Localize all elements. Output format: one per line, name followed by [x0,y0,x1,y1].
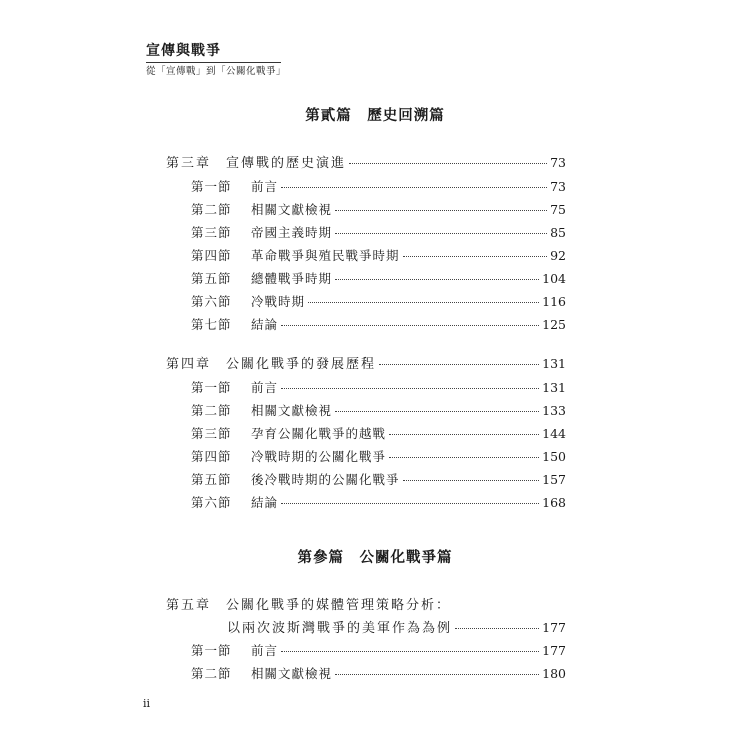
toc-section[interactable] [191,447,566,465]
toc-section[interactable] [191,177,566,195]
dot-leader [455,628,539,629]
chapter-title: 公關化戰爭的媒體管理策略分析： [226,598,452,613]
page-number: 177 [542,643,566,658]
section-title: 前言 [251,380,279,395]
section-title: 冷戰時期的公關化戰爭 [251,449,387,464]
dot-leader [403,480,540,481]
section-number: 第二節 [191,202,232,217]
toc-section[interactable] [191,292,566,310]
dot-leader [281,325,539,326]
page-number: 104 [542,271,566,286]
section-title: 總體戰爭時期 [251,271,333,286]
page-number: 180 [542,666,566,681]
section-title: 孕育公關化戰爭的越戰 [251,426,387,441]
toc-section[interactable] [191,493,566,511]
dot-leader [281,651,539,652]
chapter-title-continued: 以兩次波斯灣戰爭的美軍作為為例 [227,621,453,636]
dot-leader [389,434,539,435]
page-number: 131 [542,380,566,395]
section-number: 第一節 [191,643,232,658]
section-number: 第一節 [191,380,232,395]
section-number: 第三節 [191,225,232,240]
page-number: 73 [550,179,566,194]
section-title: 前言 [251,179,279,194]
toc-section[interactable] [191,200,566,218]
section-number: 第四節 [191,449,232,464]
dot-leader [349,163,547,164]
chapter-number: 第三章 [166,156,212,171]
dot-leader [389,457,539,458]
section-number: 第二節 [191,403,232,418]
page-number: 157 [542,472,566,487]
dot-leader [379,364,539,365]
toc-section[interactable] [191,641,566,659]
dot-leader [335,411,539,412]
page-number: 131 [542,356,566,371]
toc-section[interactable] [191,470,566,488]
toc-chapter[interactable] [166,152,566,171]
page-number: 73 [550,155,566,170]
toc-section[interactable] [191,246,566,264]
toc-section[interactable] [191,378,566,396]
section-title: 結論 [251,495,279,510]
chapter-title: 公關化戰爭的發展歷程 [226,357,377,372]
section-number: 第三節 [191,426,232,441]
section-number: 第四節 [191,248,232,263]
page-folio: ii [143,697,151,710]
section-title: 前言 [251,643,279,658]
dot-leader [335,674,539,675]
page-number: 75 [550,202,566,217]
toc-chapter-continuation[interactable] [227,617,566,636]
toc-section[interactable] [191,401,566,419]
book-title: 宣傳與戰爭 [146,43,221,59]
toc-section[interactable] [191,664,566,682]
page-number: 125 [542,317,566,332]
toc-section[interactable] [191,315,566,333]
toc-section[interactable] [191,223,566,241]
part-heading: 第參篇 公關化戰爭篇 [297,550,453,566]
running-header [146,42,286,79]
dot-leader [281,388,539,389]
dot-leader [335,279,539,280]
page-number: 85 [550,225,566,240]
section-number: 第一節 [191,179,232,194]
page-number: 150 [542,449,566,464]
section-title: 後冷戰時期的公關化戰爭 [251,472,400,487]
dot-leader [335,233,547,234]
page-number: 144 [542,426,566,441]
chapter-number: 第四章 [166,357,212,372]
section-number: 第六節 [191,294,232,309]
dot-leader [308,302,539,303]
page-number: 116 [542,294,566,309]
toc-chapter[interactable] [166,594,566,613]
section-number: 第二節 [191,666,232,681]
book-subtitle: 從「宣傳戰」到「公關化戰爭」 [146,66,287,77]
toc-section[interactable] [191,269,566,287]
section-title: 相關文獻檢視 [251,202,333,217]
section-title: 帝國主義時期 [251,225,333,240]
chapter-title: 宣傳戰的歷史演進 [226,156,347,171]
dot-leader [335,210,547,211]
section-title: 結論 [251,317,279,332]
part-heading: 第貳篇 歷史回溯篇 [305,108,445,124]
section-title: 相關文獻檢視 [251,403,333,418]
section-number: 第五節 [191,271,232,286]
section-number: 第五節 [191,472,232,487]
dot-leader [281,503,539,504]
section-number: 第六節 [191,495,232,510]
page-number: 168 [542,495,566,510]
dot-leader [403,256,548,257]
page-number: 92 [550,248,566,263]
section-title: 冷戰時期 [251,294,306,309]
section-title: 革命戰爭與殖民戰爭時期 [251,248,400,263]
page-number: 133 [542,403,566,418]
header-rule [146,62,281,63]
toc-chapter[interactable] [166,353,566,372]
page-number: 177 [542,620,566,635]
section-number: 第七節 [191,317,232,332]
dot-leader [281,187,547,188]
chapter-number: 第五章 [166,598,212,613]
toc-section[interactable] [191,424,566,442]
section-title: 相關文獻檢視 [251,666,333,681]
